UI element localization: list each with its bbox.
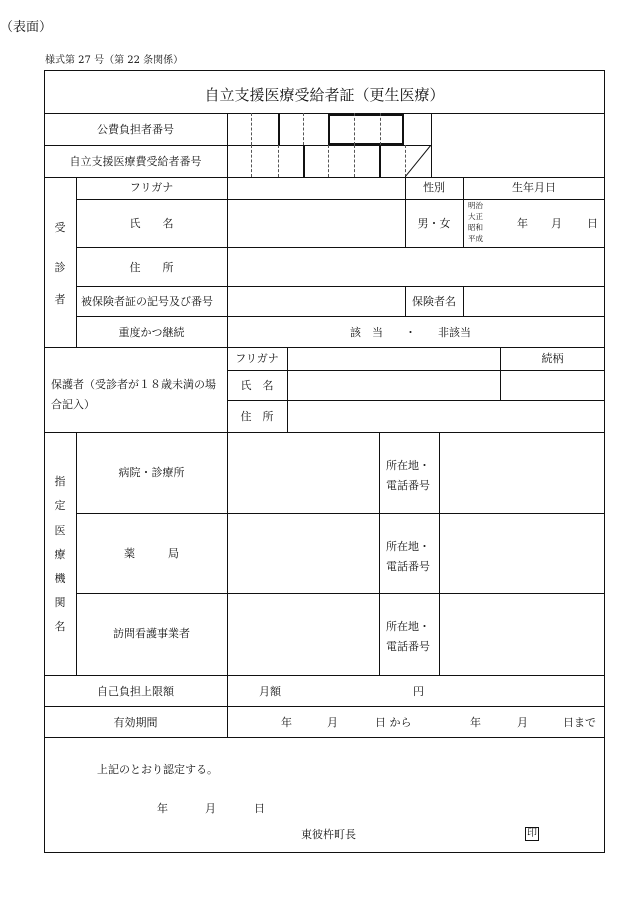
institution-group-char: 療 [54,548,66,561]
hospital-location-label: 所在地・ 電話番号 [386,459,430,492]
era-option: 平成 [468,234,483,243]
issuer-name: 東彼杵町長 [301,828,356,841]
era-option: 明治 [468,201,483,210]
era-option: 昭和 [468,223,483,232]
cert-month-unit: 月 [205,802,216,815]
copay-label: 自己負担上限額 [97,685,174,698]
sex-label: 性別 [423,181,445,194]
side-label: （表面） [0,20,53,35]
validity-label: 有効期間 [113,716,158,729]
valid-to-month: 月 [517,716,528,729]
hospital-clinic-label: 病院・診療所 [118,466,185,479]
severe-continuous-label: 重度かつ継続 [118,326,185,339]
valid-from-day: 日 から [375,716,412,729]
patient-group-char: 診 [54,261,66,274]
birth-year-unit: 年 [517,217,528,230]
guardian-furigana-label: フリガナ [235,352,279,365]
recipient-number-label: 自立支援医療費受給者番号 [69,155,202,168]
patient-group-char: 者 [54,293,66,306]
form-title: 自立支援医療受給者証（更生医療） [204,86,445,104]
relation-label: 続柄 [541,352,564,365]
institution-group-char: 指 [54,475,66,488]
institution-group-char: 関 [54,596,66,609]
cert-year-unit: 年 [157,802,168,815]
institution-group-char: 機 [54,572,66,585]
institution-group-char: 定 [54,499,66,512]
valid-from-year: 年 [281,716,292,729]
sex-value: 男・女 [417,217,451,230]
seal-mark: 印 [527,828,537,839]
form-number: 様式第 27 号（第 22 条関係） [45,55,184,66]
valid-to-year: 年 [470,716,481,729]
severe-options: 該 当 ・ 非該当 [350,326,471,339]
patient-address-label: 住 所 [129,261,174,274]
era-option: 大正 [468,212,483,221]
yen-unit: 円 [413,685,424,698]
insurance-number-label: 被保険者証の記号及び番号 [81,295,213,308]
pharmacy-location-label: 所在地・ 電話番号 [386,540,430,573]
birth-day-unit: 日 [587,217,598,230]
patient-name-label: 氏 名 [129,217,174,230]
insurer-name-label: 保険者名 [412,295,456,308]
cert-day-unit: 日 [254,802,265,815]
guardian-label: 保護者（受診者が１８歳未満の場合記入） [51,378,216,411]
patient-group-char: 受 [54,221,66,234]
birthdate-label: 生年月日 [512,181,556,194]
guardian-address-label: 住 所 [240,410,274,423]
certification-statement: 上記のとおり認定する。 [97,763,218,776]
birth-month-unit: 月 [551,217,562,230]
institution-group-char: 医 [54,524,66,537]
valid-from-month: 月 [327,716,338,729]
pharmacy-label: 薬 局 [124,547,179,560]
guardian-name-label: 氏 名 [240,379,274,392]
home-nursing-label: 訪問看護事業者 [113,627,190,640]
valid-to-day: 日まで [563,716,596,729]
diagonal-slash [405,145,432,177]
monthly-label: 月額 [259,685,281,698]
nursing-location-label: 所在地・ 電話番号 [386,620,430,653]
institution-group-char: 名 [54,620,66,633]
patient-furigana-label: フリガナ [129,181,174,194]
public-payer-label: 公費負担者番号 [97,123,174,136]
